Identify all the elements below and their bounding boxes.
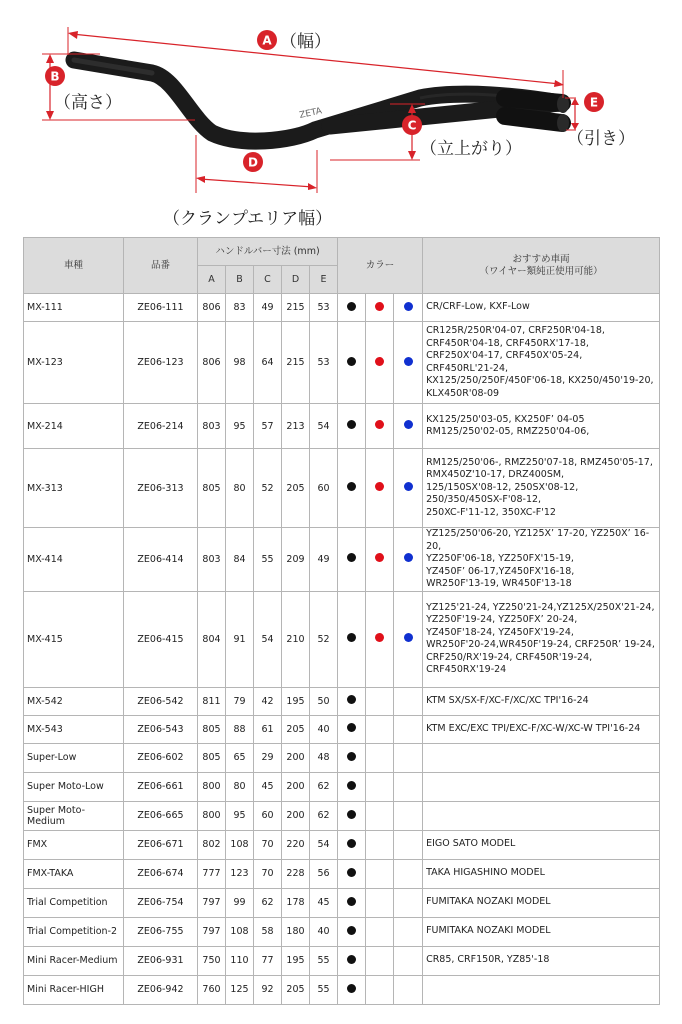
recommended-vehicle-line: CR/CRF-Low, KXF-Low [426, 301, 530, 313]
cell-recommended-vehicles [423, 917, 660, 946]
cell-dim-b: 98 [226, 322, 254, 404]
cell-dim-d: 195 [282, 687, 310, 715]
color-dot-black [347, 810, 356, 819]
cell-color-red [366, 591, 394, 687]
header-dim-d: D [282, 266, 310, 294]
cell-color-blue [394, 404, 423, 449]
header-dim-e: E [310, 266, 338, 294]
cell-dim-e: 56 [310, 859, 338, 888]
cell-model: Super-Low [24, 743, 124, 772]
cell-model: MX-123 [24, 322, 124, 404]
recommended-vehicle-line: KX125/250/250F/450F'06-18, KX250/450'19-20, [426, 375, 654, 386]
recommended-vehicle-line: 125/150SX'08-12, 250SX'08-12, [426, 481, 579, 493]
table-row [24, 591, 660, 687]
cell-dim-b: 88 [226, 715, 254, 743]
cell-dim-b: 110 [226, 946, 254, 975]
cell-dim-b: 95 [226, 404, 254, 449]
spec-table [23, 237, 660, 1005]
cell-dim-d: 210 [282, 591, 310, 687]
cell-dim-d: 200 [282, 801, 310, 830]
cell-color-black [338, 404, 366, 449]
cell-dim-d: 215 [282, 294, 310, 322]
cell-dim-c: 52 [254, 449, 282, 528]
cell-color-black [338, 917, 366, 946]
cell-color-black [338, 743, 366, 772]
recommended-vehicle-line: TAKA HIGASHINO MODEL [426, 867, 545, 879]
recommended-vehicle-line: KTM SX/SX-F/XC-F/XC/XC TPI'16-24 [426, 694, 589, 706]
cell-color-blue [394, 322, 423, 404]
header-dimensions: ハンドルバー寸法 (mm) [198, 238, 338, 266]
cell-dim-a: 800 [198, 801, 226, 830]
color-dot-blue [404, 357, 413, 366]
color-dot-black [347, 926, 356, 935]
cell-dim-a: 804 [198, 591, 226, 687]
cell-dim-a: 750 [198, 946, 226, 975]
recommended-vehicle-line: YZ250F'19-24, YZ250FX’ 20-24, [426, 614, 578, 625]
cell-dim-d: 209 [282, 528, 310, 592]
cell-part-number: ZE06-123 [124, 322, 198, 404]
cell-color-blue [394, 772, 423, 801]
cell-dim-d: 205 [282, 715, 310, 743]
cell-color-red [366, 715, 394, 743]
color-dot-black [347, 420, 356, 429]
cell-dim-c: 29 [254, 743, 282, 772]
handlebar-image [74, 60, 569, 141]
cell-dim-d: 205 [282, 975, 310, 1004]
color-dot-blue [404, 420, 413, 429]
cell-dim-a: 760 [198, 975, 226, 1004]
recommended-vehicle-line: 250/350/450SX-F'08-12, [426, 494, 542, 506]
table-row [24, 772, 660, 801]
cell-dim-e: 50 [310, 687, 338, 715]
cell-color-black [338, 888, 366, 917]
cell-recommended-vehicles [423, 743, 660, 772]
cell-part-number: ZE06-671 [124, 830, 198, 859]
table-row [24, 449, 660, 528]
cell-dim-a: 802 [198, 830, 226, 859]
cell-part-number: ZE06-942 [124, 975, 198, 1004]
cell-dim-a: 803 [198, 528, 226, 592]
color-dot-black [347, 695, 356, 704]
cell-recommended-vehicles [423, 801, 660, 830]
cell-part-number: ZE06-214 [124, 404, 198, 449]
cell-part-number: ZE06-415 [124, 591, 198, 687]
cell-color-black [338, 859, 366, 888]
recommended-vehicle-line: KX125/250'03-05, KX250F’ 04-05 [426, 413, 585, 425]
recommended-vehicle-line: RMX450Z'10-17, DRZ400SM, [426, 469, 565, 481]
cell-color-black [338, 294, 366, 322]
badge-e-letter: E [589, 95, 599, 110]
cell-dim-c: 64 [254, 322, 282, 404]
table-row [24, 687, 660, 715]
cell-dim-a: 803 [198, 404, 226, 449]
cell-part-number: ZE06-111 [124, 294, 198, 322]
recommended-vehicle-line: YZ450F’ 06-17,YZ450FX'16-18, [426, 565, 575, 577]
header-dim-b: B [226, 266, 254, 294]
cell-model: Trial Competition-2 [24, 917, 124, 946]
recommended-vehicle-line: FUMITAKA NOZAKI MODEL [426, 896, 551, 908]
cell-color-red [366, 528, 394, 592]
badge-a-letter: A [262, 33, 272, 48]
table-row [24, 917, 660, 946]
recommended-vehicle-line: YZ450F'18-24, YZ450FX'19-24, [426, 626, 574, 638]
cell-dim-b: 83 [226, 294, 254, 322]
color-dot-black [347, 553, 356, 562]
recommended-vehicle-line: EIGO SATO MODEL [426, 838, 516, 850]
cell-dim-b: 84 [226, 528, 254, 592]
recommended-vehicle-line: CRF250X'04-17, CRF450X'05-24, [426, 350, 583, 361]
cell-color-black [338, 946, 366, 975]
cell-dim-e: 55 [310, 975, 338, 1004]
cell-model: MX-543 [24, 715, 124, 743]
cell-dim-c: 49 [254, 294, 282, 322]
cell-dim-b: 91 [226, 591, 254, 687]
cell-part-number: ZE06-755 [124, 917, 198, 946]
cell-recommended-vehicles [423, 830, 660, 859]
handlebar-diagram [0, 0, 682, 236]
cell-dim-e: 54 [310, 404, 338, 449]
recommended-vehicle-line: CRF450RL'21-24, [426, 362, 509, 374]
color-dot-black [347, 955, 356, 964]
cell-color-black [338, 322, 366, 404]
recommended-vehicle-line: YZ125'21-24, YZ250'21-24,YZ125X/250X'21-24, [426, 601, 655, 613]
header-color: カラー [338, 238, 423, 294]
table-row [24, 888, 660, 917]
cell-model: Super Moto-Low [24, 772, 124, 801]
cell-color-red [366, 888, 394, 917]
table-row [24, 801, 660, 830]
recommended-vehicle-line: KLX450R'08-09 [426, 387, 500, 399]
color-dot-black [347, 984, 356, 993]
cell-model: MX-111 [24, 294, 124, 322]
cell-color-blue [394, 715, 423, 743]
cell-dim-c: 92 [254, 975, 282, 1004]
cell-recommended-vehicles [423, 975, 660, 1004]
color-dot-black [347, 897, 356, 906]
cell-color-blue [394, 801, 423, 830]
cell-model: FMX [24, 830, 124, 859]
table-row [24, 743, 660, 772]
header-model: 車種 [24, 238, 124, 294]
table-row [24, 975, 660, 1004]
cell-part-number: ZE06-542 [124, 687, 198, 715]
cell-model: Super Moto- Medium [24, 801, 124, 830]
cell-dim-c: 70 [254, 859, 282, 888]
cell-recommended-vehicles [423, 888, 660, 917]
cell-color-black [338, 591, 366, 687]
header-recommended-line1: おすすめ車両 [512, 253, 570, 265]
cell-recommended-vehicles [423, 859, 660, 888]
label-height: （高さ） [54, 93, 122, 113]
cell-recommended-vehicles [423, 528, 660, 592]
cell-dim-e: 53 [310, 322, 338, 404]
cell-dim-d: 220 [282, 830, 310, 859]
cell-part-number: ZE06-313 [124, 449, 198, 528]
cell-recommended-vehicles [423, 687, 660, 715]
color-dot-black [347, 781, 356, 790]
cell-dim-e: 48 [310, 743, 338, 772]
recommended-vehicle-line: CR125R/250R'04-07, CRF250R'04-18, [426, 325, 605, 336]
color-dot-black [347, 482, 356, 491]
badge-c-letter: C [407, 118, 417, 133]
cell-part-number: ZE06-602 [124, 743, 198, 772]
table-row [24, 715, 660, 743]
label-rise: （立上がり） [420, 139, 522, 159]
cell-color-red [366, 975, 394, 1004]
cell-color-red [366, 449, 394, 528]
cell-dim-d: 195 [282, 946, 310, 975]
cell-color-red [366, 687, 394, 715]
color-dot-black [347, 357, 356, 366]
cell-recommended-vehicles [423, 946, 660, 975]
cell-color-red [366, 801, 394, 830]
cell-dim-a: 806 [198, 294, 226, 322]
cell-dim-b: 99 [226, 888, 254, 917]
cell-color-blue [394, 687, 423, 715]
cell-dim-d: 228 [282, 859, 310, 888]
cell-dim-c: 42 [254, 687, 282, 715]
cell-dim-e: 53 [310, 294, 338, 322]
cell-dim-a: 777 [198, 859, 226, 888]
cell-color-red [366, 917, 394, 946]
cell-part-number: ZE06-931 [124, 946, 198, 975]
cell-color-black [338, 801, 366, 830]
header-recommended-line2: （ワイヤー類純正使用可能） [479, 265, 603, 277]
recommended-vehicle-line: RM125/250'06-, RMZ250'07-18, RMZ450'05-17, [426, 456, 653, 468]
label-pullback: （引き） [567, 129, 635, 149]
cell-dim-d: 180 [282, 917, 310, 946]
color-dot-red [375, 302, 384, 311]
header-part-number: 品番 [124, 238, 198, 294]
color-dot-black [347, 302, 356, 311]
cell-dim-a: 797 [198, 888, 226, 917]
cell-color-red [366, 772, 394, 801]
cell-model: Mini Racer-HIGH [24, 975, 124, 1004]
color-dot-red [375, 482, 384, 491]
cell-dim-e: 62 [310, 801, 338, 830]
cell-part-number: ZE06-661 [124, 772, 198, 801]
cell-dim-e: 49 [310, 528, 338, 592]
recommended-vehicle-line: RM125/250'02-05, RMZ250'04-06, [426, 426, 590, 437]
header-recommended [423, 238, 660, 294]
color-dot-black [347, 752, 356, 761]
cell-dim-a: 805 [198, 743, 226, 772]
table-row [24, 322, 660, 404]
cell-dim-e: 40 [310, 715, 338, 743]
recommended-vehicle-line: YZ125/250'06-20, YZ125X’ 17-20, YZ250X’ 16-20, [426, 528, 650, 552]
label-width: （幅） [280, 32, 331, 52]
cell-dim-c: 58 [254, 917, 282, 946]
cell-dim-c: 57 [254, 404, 282, 449]
cell-color-blue [394, 859, 423, 888]
color-dot-blue [404, 482, 413, 491]
cell-dim-e: 62 [310, 772, 338, 801]
cell-color-black [338, 449, 366, 528]
color-dot-black [347, 868, 356, 877]
cell-recommended-vehicles [423, 772, 660, 801]
cell-dim-b: 65 [226, 743, 254, 772]
cell-dim-b: 108 [226, 917, 254, 946]
cell-dim-c: 55 [254, 528, 282, 592]
cell-dim-e: 40 [310, 917, 338, 946]
badge-d-letter: D [248, 155, 258, 170]
cell-dim-e: 45 [310, 888, 338, 917]
cell-dim-c: 62 [254, 888, 282, 917]
color-dot-blue [404, 553, 413, 562]
cell-recommended-vehicles [423, 449, 660, 528]
cell-color-blue [394, 528, 423, 592]
cell-dim-e: 52 [310, 591, 338, 687]
cell-dim-b: 125 [226, 975, 254, 1004]
cell-dim-a: 797 [198, 917, 226, 946]
cell-model: MX-415 [24, 591, 124, 687]
cell-part-number: ZE06-665 [124, 801, 198, 830]
cell-dim-e: 54 [310, 830, 338, 859]
label-clamp-area-width: （クランプエリア幅） [163, 209, 333, 229]
cell-model: FMX-TAKA [24, 859, 124, 888]
badge-b-letter: B [50, 69, 60, 84]
cell-dim-b: 80 [226, 772, 254, 801]
color-dot-black [347, 633, 356, 642]
cell-recommended-vehicles [423, 591, 660, 687]
cell-dim-a: 811 [198, 687, 226, 715]
cell-recommended-vehicles [423, 294, 660, 322]
table-row [24, 404, 660, 449]
cell-dim-d: 178 [282, 888, 310, 917]
color-dot-red [375, 420, 384, 429]
cell-color-black [338, 528, 366, 592]
cell-color-blue [394, 743, 423, 772]
cell-model: MX-313 [24, 449, 124, 528]
recommended-vehicle-line: YZ250F'06-18, YZ250FX'15-19, [426, 553, 574, 564]
color-dot-black [347, 839, 356, 848]
color-dot-red [375, 553, 384, 562]
cell-model: Trial Competition [24, 888, 124, 917]
cell-dim-a: 805 [198, 715, 226, 743]
cell-recommended-vehicles [423, 322, 660, 404]
cell-color-blue [394, 591, 423, 687]
cell-dim-b: 80 [226, 449, 254, 528]
cell-dim-c: 45 [254, 772, 282, 801]
cell-dim-a: 800 [198, 772, 226, 801]
color-dot-blue [404, 302, 413, 311]
cell-model: MX-214 [24, 404, 124, 449]
cell-dim-b: 108 [226, 830, 254, 859]
cell-color-black [338, 975, 366, 1004]
cell-color-red [366, 322, 394, 404]
spec-table-body [24, 294, 660, 1005]
cell-model: Mini Racer-Medium [24, 946, 124, 975]
table-row [24, 859, 660, 888]
cell-dim-b: 79 [226, 687, 254, 715]
table-row [24, 528, 660, 592]
cell-color-red [366, 743, 394, 772]
recommended-vehicle-line: KTM EXC/EXC TPI/EXC-F/XC-W/XC-W TPI'16-24 [426, 722, 641, 734]
color-dot-black [347, 723, 356, 732]
recommended-vehicle-line: WR250F'13-19, WR450F'13-18 [426, 578, 572, 589]
cell-dim-d: 200 [282, 772, 310, 801]
cell-color-red [366, 830, 394, 859]
recommended-vehicle-line: CRF450R'04-18, CRF450RX'17-18, [426, 337, 589, 349]
cell-color-blue [394, 946, 423, 975]
cell-color-blue [394, 294, 423, 322]
cell-recommended-vehicles [423, 715, 660, 743]
cell-dim-e: 60 [310, 449, 338, 528]
color-dot-red [375, 357, 384, 366]
cell-color-red [366, 859, 394, 888]
cell-dim-e: 55 [310, 946, 338, 975]
cell-color-black [338, 772, 366, 801]
cell-color-black [338, 715, 366, 743]
cell-dim-b: 95 [226, 801, 254, 830]
cell-color-black [338, 687, 366, 715]
cell-dim-d: 215 [282, 322, 310, 404]
recommended-vehicle-line: FUMITAKA NOZAKI MODEL [426, 925, 551, 937]
recommended-vehicle-line: CRF250/RX'19-24, CRF450R'19-24, [426, 651, 593, 663]
header-dim-c: C [254, 266, 282, 294]
recommended-vehicle-line: CRF450RX'19-24 [426, 664, 507, 675]
cell-dim-c: 54 [254, 591, 282, 687]
cell-color-black [338, 830, 366, 859]
table-row [24, 830, 660, 859]
cell-dim-c: 70 [254, 830, 282, 859]
cell-dim-a: 806 [198, 322, 226, 404]
header-dim-a: A [198, 266, 226, 294]
cell-part-number: ZE06-414 [124, 528, 198, 592]
color-dot-blue [404, 633, 413, 642]
recommended-vehicle-line: 250XC-F'11-12, 350XC-F'12 [426, 506, 556, 518]
cell-color-blue [394, 830, 423, 859]
handlebar-logo: ZETA [298, 106, 323, 121]
cell-dim-d: 200 [282, 743, 310, 772]
cell-color-red [366, 404, 394, 449]
cell-color-blue [394, 449, 423, 528]
table-row [24, 294, 660, 322]
cell-color-red [366, 946, 394, 975]
cell-part-number: ZE06-674 [124, 859, 198, 888]
cell-dim-c: 60 [254, 801, 282, 830]
table-row [24, 946, 660, 975]
cell-color-red [366, 294, 394, 322]
recommended-vehicle-line: CR85, CRF150R, YZ85'-18 [426, 954, 550, 966]
cell-dim-a: 805 [198, 449, 226, 528]
cell-part-number: ZE06-543 [124, 715, 198, 743]
cell-color-blue [394, 975, 423, 1004]
cell-part-number: ZE06-754 [124, 888, 198, 917]
cell-dim-c: 77 [254, 946, 282, 975]
cell-model: MX-414 [24, 528, 124, 592]
cell-recommended-vehicles [423, 404, 660, 449]
color-dot-red [375, 633, 384, 642]
cell-dim-c: 61 [254, 715, 282, 743]
recommended-vehicle-line: WR250F'20-24,WR450F'19-24, CRF250R’ 19-24, [426, 639, 655, 650]
cell-model: MX-542 [24, 687, 124, 715]
cell-color-blue [394, 917, 423, 946]
cell-dim-d: 205 [282, 449, 310, 528]
cell-dim-d: 213 [282, 404, 310, 449]
cell-dim-b: 123 [226, 859, 254, 888]
cell-color-blue [394, 888, 423, 917]
